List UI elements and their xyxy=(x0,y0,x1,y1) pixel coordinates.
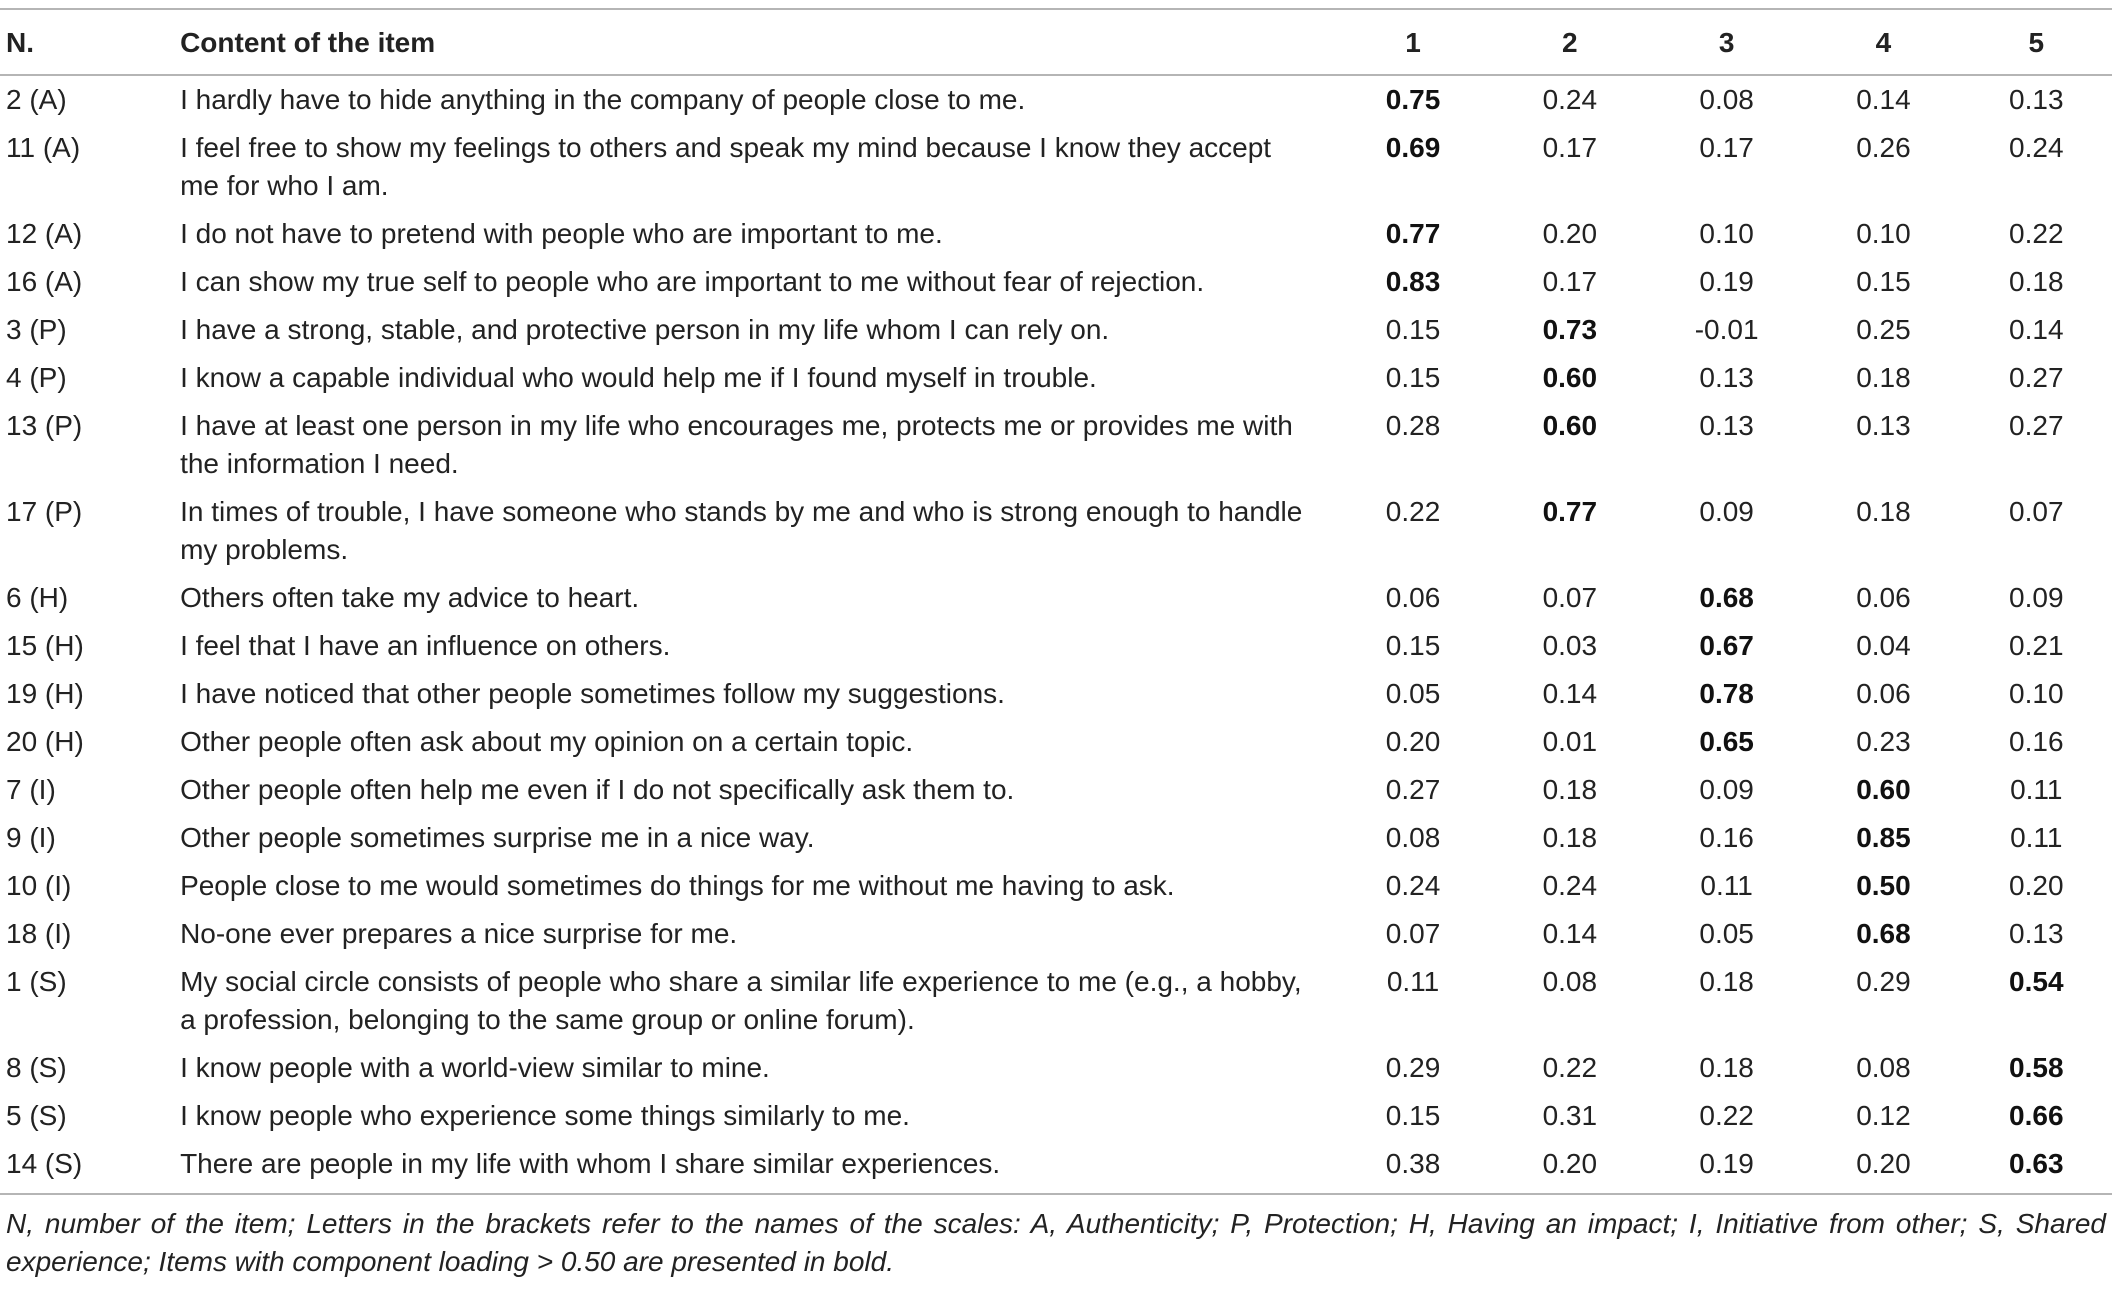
loading-component-2: 0.24 xyxy=(1542,870,1598,901)
loading-component-4: 0.06 xyxy=(1856,582,1911,613)
table-row xyxy=(0,814,2112,862)
loading-component-5: 0.11 xyxy=(2010,822,2063,853)
loading-component-2: 0.07 xyxy=(1542,582,1598,613)
loading-component-3: 0.19 xyxy=(1699,1148,1754,1179)
loading-component-5: 0.66 xyxy=(2009,1100,2064,1131)
loading-component-5: 0.13 xyxy=(2009,84,2064,115)
loading-component-5: 0.27 xyxy=(2009,410,2064,441)
item-content: No-one ever prepares a nice surprise for me. xyxy=(180,918,738,949)
loading-component-3: 0.65 xyxy=(1699,726,1754,757)
table-footnote: N, number of the item; Letters in the brackets refer to the names of the scales: A, Authenticity; P, Protection; H, Having an impact; I, Initiative from other; S, Shared experience; Items with component loading > 0.50 are presented in bold. xyxy=(6,1208,2106,1277)
loading-component-1: 0.22 xyxy=(1385,496,1441,527)
loading-component-2: 0.17 xyxy=(1542,132,1598,163)
table-row xyxy=(0,862,2112,910)
loading-component-2: 0.60 xyxy=(1542,362,1598,393)
loading-component-2: 0.18 xyxy=(1542,822,1598,853)
loading-component-1: 0.15 xyxy=(1385,362,1441,393)
item-number: 11 (A) xyxy=(6,132,81,163)
loading-component-5: 0.58 xyxy=(2009,1052,2064,1083)
loading-component-3: 0.05 xyxy=(1699,918,1754,949)
table-row xyxy=(0,258,2112,306)
item-content: Other people often ask about my opinion on a certain topic. xyxy=(180,726,914,757)
table-row xyxy=(0,75,2112,124)
item-number: 14 (S) xyxy=(6,1148,83,1179)
header-component-3: 3 xyxy=(1718,27,1735,58)
loading-component-3: 0.18 xyxy=(1699,966,1754,997)
loading-component-5: 0.22 xyxy=(2009,218,2064,249)
loading-component-3: 0.68 xyxy=(1699,582,1754,613)
loading-component-2: 0.20 xyxy=(1542,218,1598,249)
loading-component-5: 0.20 xyxy=(2009,870,2064,901)
item-content: I know people who experience some things similarly to me. xyxy=(180,1100,910,1131)
header-component-2: 2 xyxy=(1562,27,1578,58)
loading-component-4: 0.23 xyxy=(1856,726,1911,757)
item-number: 18 (I) xyxy=(6,918,72,949)
item-content: I know people with a world-view similar to mine. xyxy=(180,1052,770,1083)
item-content: I have at least one person in my life who encourages me, protects me or provides me with the information I need. xyxy=(180,410,1293,479)
loading-component-3: 0.09 xyxy=(1699,774,1754,805)
table-row xyxy=(0,574,2112,622)
item-number: 7 (I) xyxy=(6,774,56,805)
loading-component-4: 0.20 xyxy=(1856,1148,1911,1179)
loading-component-3: 0.10 xyxy=(1699,218,1754,249)
loading-component-3: 0.16 xyxy=(1699,822,1754,853)
loading-component-2: 0.31 xyxy=(1542,1100,1598,1131)
loading-component-1: 0.05 xyxy=(1385,678,1441,709)
item-content: I feel that I have an influence on others. xyxy=(180,630,671,661)
table-row xyxy=(0,670,2112,718)
loading-component-1: 0.06 xyxy=(1385,582,1441,613)
loading-component-4: 0.10 xyxy=(1856,218,1911,249)
table-row xyxy=(0,622,2112,670)
loading-component-5: 0.14 xyxy=(2009,314,2064,345)
loading-component-4: 0.06 xyxy=(1856,678,1911,709)
loading-component-5: 0.07 xyxy=(2009,496,2064,527)
loading-component-5: 0.27 xyxy=(2009,362,2064,393)
loading-component-2: 0.24 xyxy=(1542,84,1598,115)
loading-component-4: 0.08 xyxy=(1856,1052,1911,1083)
loading-component-2: 0.08 xyxy=(1542,966,1598,997)
loading-component-3: 0.19 xyxy=(1699,266,1754,297)
loading-component-5: 0.24 xyxy=(2009,132,2064,163)
header-row xyxy=(0,9,2112,75)
loading-component-1: 0.24 xyxy=(1385,870,1441,901)
table-row xyxy=(0,1092,2112,1140)
item-number: 10 (I) xyxy=(6,870,72,901)
item-number: 20 (H) xyxy=(6,726,84,757)
loading-component-2: 0.17 xyxy=(1542,266,1598,297)
loading-component-3: 0.13 xyxy=(1699,410,1754,441)
loading-component-3: 0.22 xyxy=(1699,1100,1754,1131)
item-number: 4 (P) xyxy=(6,362,67,393)
item-content: My social circle consists of people who share a similar life experience to me (e.g., a hobby, a profession, belonging to the same group or online forum). xyxy=(180,966,1302,1035)
loading-component-5: 0.18 xyxy=(2009,266,2064,297)
header-content: Content of the item xyxy=(180,27,436,58)
item-content: I hardly have to hide anything in the company of people close to me. xyxy=(180,84,1026,115)
loading-component-1: 0.69 xyxy=(1385,132,1441,163)
item-number: 8 (S) xyxy=(6,1052,67,1083)
loading-component-1: 0.28 xyxy=(1385,410,1441,441)
loading-component-4: 0.85 xyxy=(1856,822,1911,853)
loading-component-4: 0.18 xyxy=(1856,496,1911,527)
item-number: 17 (P) xyxy=(6,496,83,527)
table-body xyxy=(0,75,2112,1194)
loading-component-2: 0.18 xyxy=(1542,774,1598,805)
item-content: I can show my true self to people who are important to me without fear of rejection. xyxy=(180,266,1205,297)
table-row xyxy=(0,958,2112,1044)
item-content: There are people in my life with whom I share similar experiences. xyxy=(180,1148,1001,1179)
loading-component-3: 0.09 xyxy=(1699,496,1754,527)
component-loadings-table xyxy=(0,8,2112,1195)
item-content: I do not have to pretend with people who are important to me. xyxy=(180,218,943,249)
loading-component-2: 0.01 xyxy=(1542,726,1598,757)
loading-component-4: 0.68 xyxy=(1856,918,1911,949)
item-number: 5 (S) xyxy=(6,1100,67,1131)
loading-component-1: 0.38 xyxy=(1385,1148,1441,1179)
table-row xyxy=(0,766,2112,814)
loading-component-3: 0.67 xyxy=(1699,630,1754,661)
loading-component-1: 0.08 xyxy=(1385,822,1441,853)
item-number: 2 (A) xyxy=(6,84,67,115)
header-component-4: 4 xyxy=(1875,27,1892,58)
table-row xyxy=(0,718,2112,766)
item-content: In times of trouble, I have someone who stands by me and who is strong enough to handle my problems. xyxy=(180,496,1303,565)
loading-component-5: 0.54 xyxy=(2009,966,2064,997)
loading-component-5: 0.13 xyxy=(2009,918,2064,949)
loading-component-2: 0.14 xyxy=(1542,918,1598,949)
item-content: I feel free to show my feelings to others and speak my mind because I know they accept me for who I am. xyxy=(180,132,1272,201)
table-row xyxy=(0,1140,2112,1194)
item-number: 12 (A) xyxy=(6,218,83,249)
loading-component-4: 0.60 xyxy=(1856,774,1911,805)
loading-component-4: 0.26 xyxy=(1856,132,1911,163)
loading-component-2: 0.73 xyxy=(1542,314,1598,345)
loading-component-3: 0.08 xyxy=(1699,84,1754,115)
table-row xyxy=(0,354,2112,402)
loading-component-2: 0.03 xyxy=(1542,630,1598,661)
loading-component-1: 0.15 xyxy=(1385,314,1441,345)
item-content: Other people sometimes surprise me in a nice way. xyxy=(180,822,815,853)
loading-component-1: 0.75 xyxy=(1385,84,1441,115)
item-number: 16 (A) xyxy=(6,266,83,297)
loading-component-2: 0.22 xyxy=(1542,1052,1598,1083)
table-row xyxy=(0,402,2112,488)
item-number: 19 (H) xyxy=(6,678,84,709)
table-row xyxy=(0,210,2112,258)
loading-component-2: 0.14 xyxy=(1542,678,1598,709)
table-row xyxy=(0,1044,2112,1092)
item-number: 1 (S) xyxy=(6,966,67,997)
item-content: Other people often help me even if I do not specifically ask them to. xyxy=(180,774,1015,805)
loading-component-1: 0.29 xyxy=(1385,1052,1441,1083)
item-content: I have noticed that other people sometimes follow my suggestions. xyxy=(180,678,1005,709)
loading-component-1: 0.20 xyxy=(1385,726,1441,757)
loading-component-2: 0.77 xyxy=(1542,496,1598,527)
loading-component-4: 0.15 xyxy=(1856,266,1911,297)
loading-component-5: 0.63 xyxy=(2009,1148,2064,1179)
loading-component-1: 0.77 xyxy=(1385,218,1441,249)
loading-component-4: 0.29 xyxy=(1856,966,1911,997)
item-number: 13 (P) xyxy=(6,410,83,441)
loading-component-4: 0.25 xyxy=(1856,314,1911,345)
loading-component-1: 0.07 xyxy=(1385,918,1441,949)
item-number: 15 (H) xyxy=(6,630,84,661)
loading-component-3: 0.17 xyxy=(1699,132,1754,163)
header-component-1: 1 xyxy=(1405,27,1421,58)
item-number: 3 (P) xyxy=(6,314,67,345)
loading-component-1: 0.83 xyxy=(1385,266,1441,297)
header-item-number: N. xyxy=(6,27,34,58)
loading-component-3: 0.11 xyxy=(1700,870,1753,901)
item-number: 6 (H) xyxy=(6,582,69,613)
loading-component-4: 0.50 xyxy=(1856,870,1911,901)
loading-component-3: 0.18 xyxy=(1699,1052,1754,1083)
table-row xyxy=(0,124,2112,210)
item-number: 9 (I) xyxy=(6,822,56,853)
header-component-5: 5 xyxy=(2028,27,2045,58)
loading-component-5: 0.16 xyxy=(2009,726,2064,757)
loading-component-4: 0.14 xyxy=(1856,84,1911,115)
loading-component-5: 0.21 xyxy=(2009,630,2064,661)
loading-component-3: 0.78 xyxy=(1699,678,1754,709)
loading-component-2: 0.20 xyxy=(1542,1148,1598,1179)
loading-component-1: 0.15 xyxy=(1385,630,1441,661)
loading-component-1: 0.27 xyxy=(1385,774,1441,805)
item-content: I know a capable individual who would help me if I found myself in trouble. xyxy=(180,362,1097,393)
table-row xyxy=(0,488,2112,574)
loading-component-4: 0.12 xyxy=(1856,1100,1911,1131)
item-content: I have a strong, stable, and protective person in my life whom I can rely on. xyxy=(180,314,1110,345)
loading-component-3: -0.01 xyxy=(1694,314,1759,345)
loading-component-5: 0.11 xyxy=(2010,774,2063,805)
item-content: People close to me would sometimes do things for me without me having to ask. xyxy=(180,870,1175,901)
table-row xyxy=(0,910,2112,958)
loading-component-5: 0.10 xyxy=(2009,678,2064,709)
loading-component-3: 0.13 xyxy=(1699,362,1754,393)
loading-component-4: 0.04 xyxy=(1856,630,1911,661)
loading-component-4: 0.13 xyxy=(1856,410,1911,441)
loading-component-1: 0.11 xyxy=(1386,966,1440,997)
item-content: Others often take my advice to heart. xyxy=(180,582,640,613)
table-row xyxy=(0,306,2112,354)
table-header xyxy=(0,9,2112,75)
loading-component-4: 0.18 xyxy=(1856,362,1911,393)
loading-component-2: 0.60 xyxy=(1542,410,1598,441)
loading-component-5: 0.09 xyxy=(2009,582,2064,613)
loading-component-1: 0.15 xyxy=(1385,1100,1441,1131)
